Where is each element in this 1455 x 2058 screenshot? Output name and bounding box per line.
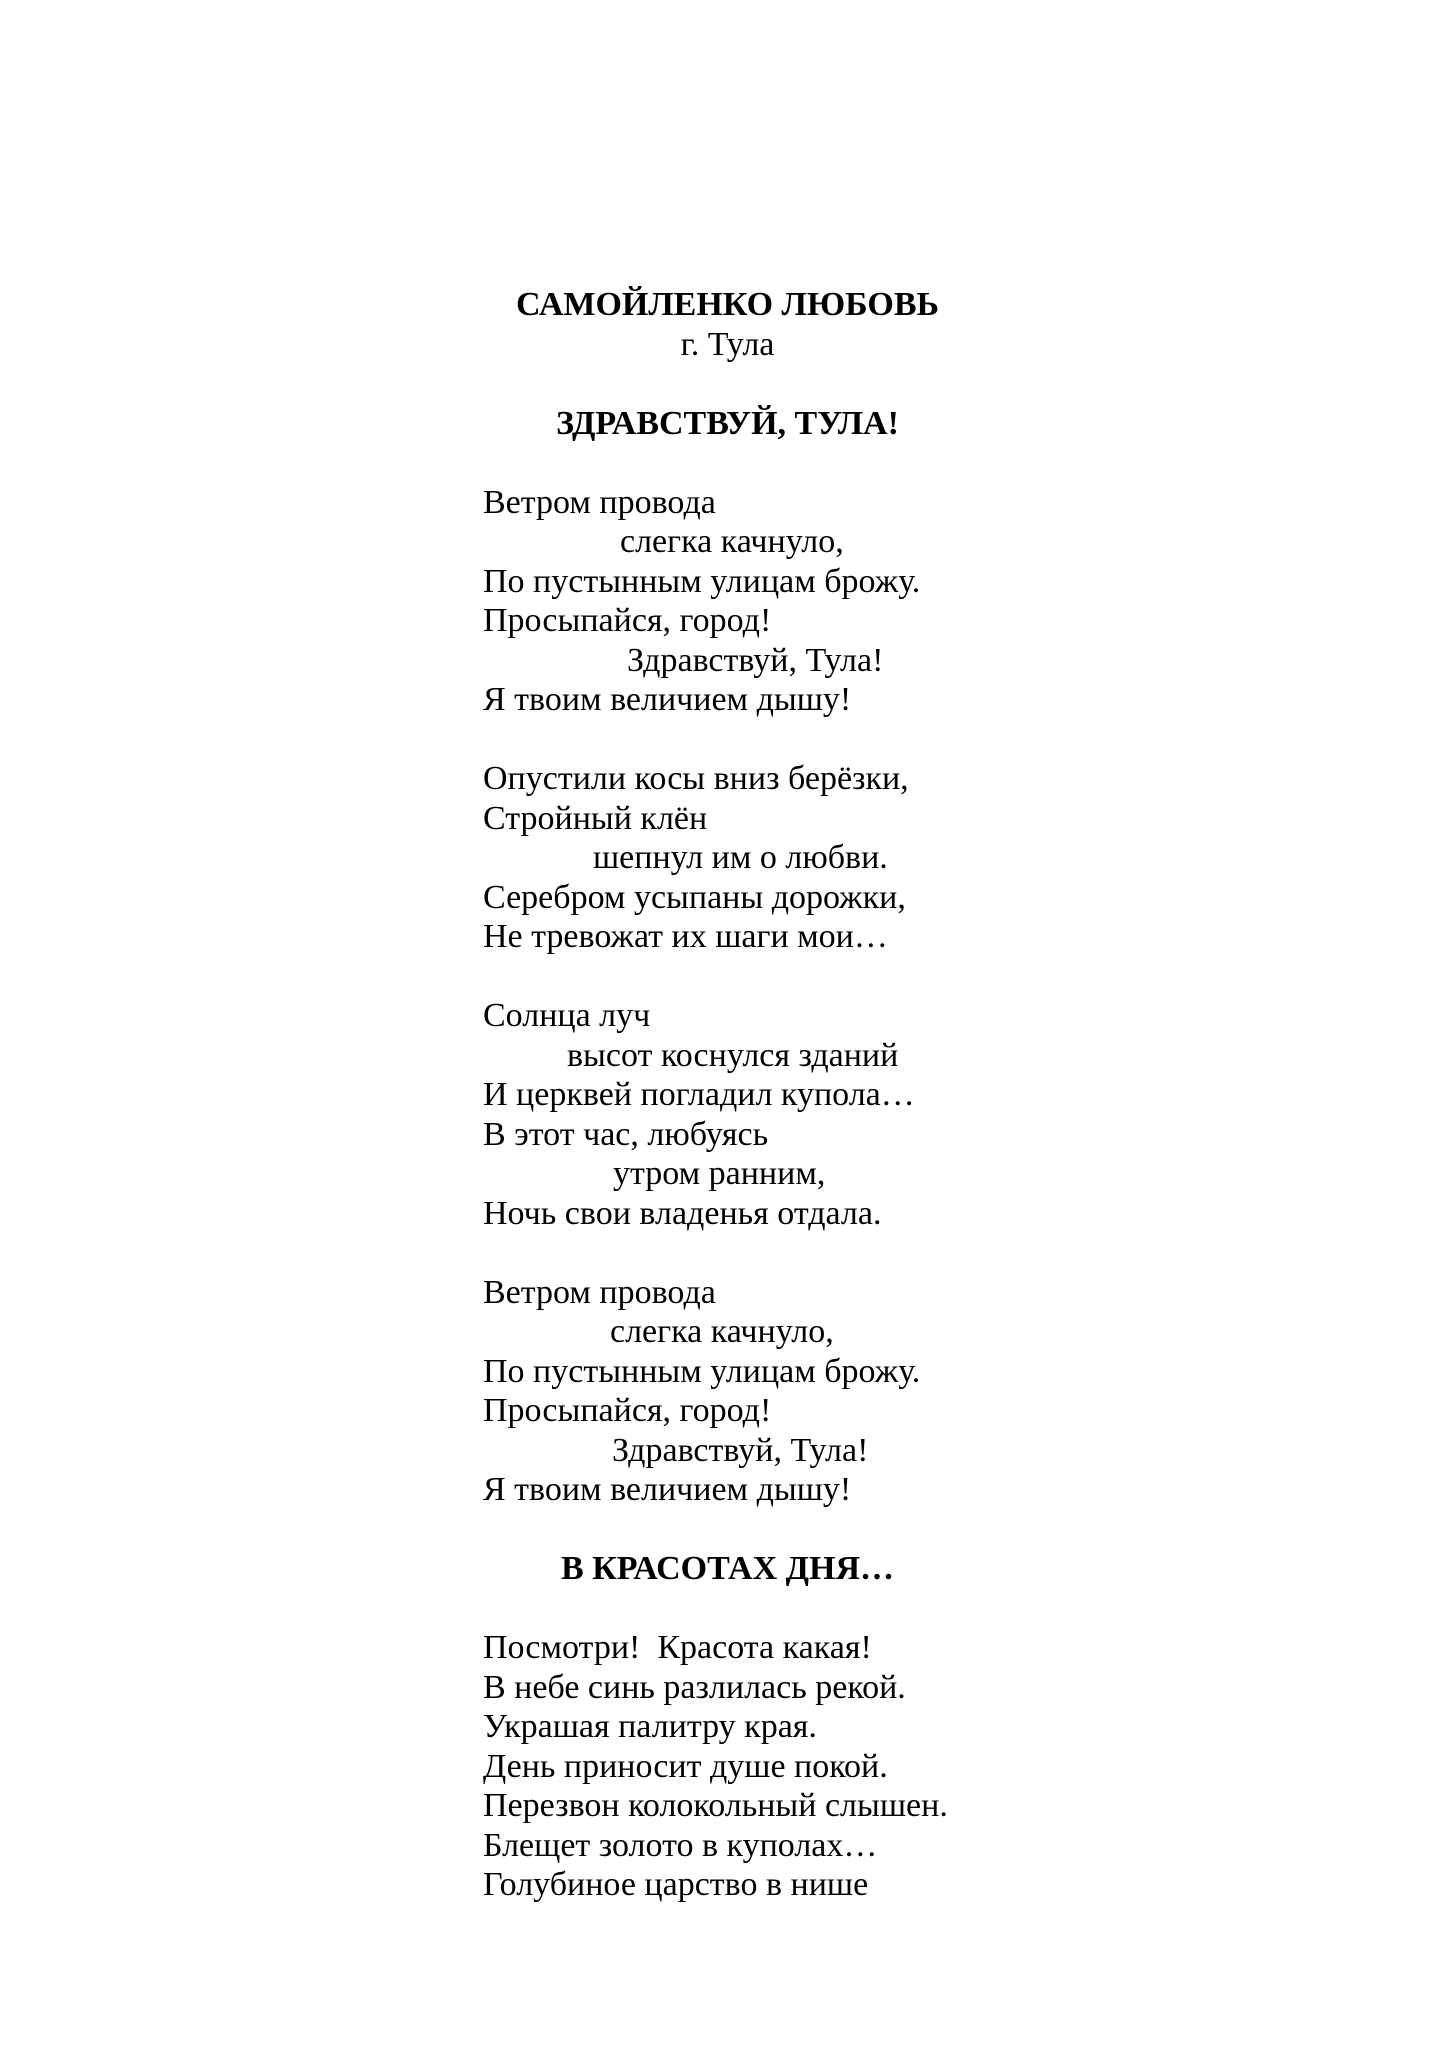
poem-line: И церквей погладил купола… bbox=[483, 1076, 915, 1113]
stanza-gap bbox=[0, 1510, 1455, 1550]
poem-line: Посмотри! Красота какая! bbox=[483, 1629, 872, 1666]
poem-line: Просыпайся, город! bbox=[483, 1392, 772, 1429]
poem-line: Украшая палитру края. bbox=[483, 1708, 817, 1745]
stanza-gap bbox=[0, 957, 1455, 997]
poem-line: Солнца луч bbox=[483, 997, 651, 1034]
poem-line: Здравствуй, Тула! bbox=[612, 1431, 869, 1469]
poem-line: Стройный клён bbox=[483, 799, 708, 837]
poem-line: Ночь свои владенья отдала. bbox=[483, 1194, 882, 1232]
poem-line: По пустынным улицам брожу. bbox=[483, 562, 921, 600]
poem-line: Перезвон колокольный слышен. bbox=[483, 1787, 948, 1824]
poem-line: В небе синь разлилась рекой. bbox=[483, 1668, 906, 1706]
poem-line: шепнул им о любви. bbox=[593, 839, 888, 876]
poem-line: Ветром провода bbox=[483, 1273, 716, 1311]
poem-line: Я твоим величием дышу! bbox=[483, 1471, 852, 1508]
poem-title: ЗДРАВСТВУЙ, ТУЛА! bbox=[556, 404, 899, 442]
poem-line: Просыпайся, город! bbox=[483, 602, 772, 639]
stanza-gap bbox=[0, 364, 1455, 404]
stanza-gap bbox=[0, 1589, 1455, 1629]
stanza-gap bbox=[0, 443, 1455, 483]
poem-line: Не тревожат их шаги мои… bbox=[483, 918, 888, 955]
poem-line: Голубиное царство в нише bbox=[483, 1866, 869, 1903]
poem-line: утром ранним, bbox=[613, 1155, 826, 1192]
poem-line: Ветром провода bbox=[483, 483, 716, 521]
poem-line: День приносит душе покой. bbox=[483, 1747, 888, 1785]
author-location: г. Тула bbox=[680, 325, 775, 363]
poem-line: Я твоим величием дышу! bbox=[483, 681, 852, 718]
poem-line: слегка качнуло, bbox=[610, 1313, 834, 1350]
stanza-gap bbox=[0, 720, 1455, 760]
poem-title: В КРАСОТАХ ДНЯ… bbox=[560, 1550, 895, 1587]
poem-line: высот коснулся зданий bbox=[567, 1036, 899, 1074]
poem-line: В этот час, любуясь bbox=[483, 1115, 769, 1153]
poem-line: слегка качнуло, bbox=[620, 523, 844, 560]
poem-line: Блещет золото в куполах… bbox=[483, 1826, 878, 1864]
author-name: САМОЙЛЕНКО ЛЮБОВЬ bbox=[515, 286, 940, 323]
poem-line: По пустынным улицам брожу. bbox=[483, 1352, 921, 1390]
poem-line: Опустили косы вниз берёзки, bbox=[483, 760, 909, 797]
stanza-gap bbox=[0, 1233, 1455, 1273]
poem-line: Серебром усыпаны дорожки, bbox=[483, 878, 906, 916]
poem-line: Здравствуй, Тула! bbox=[627, 641, 884, 679]
